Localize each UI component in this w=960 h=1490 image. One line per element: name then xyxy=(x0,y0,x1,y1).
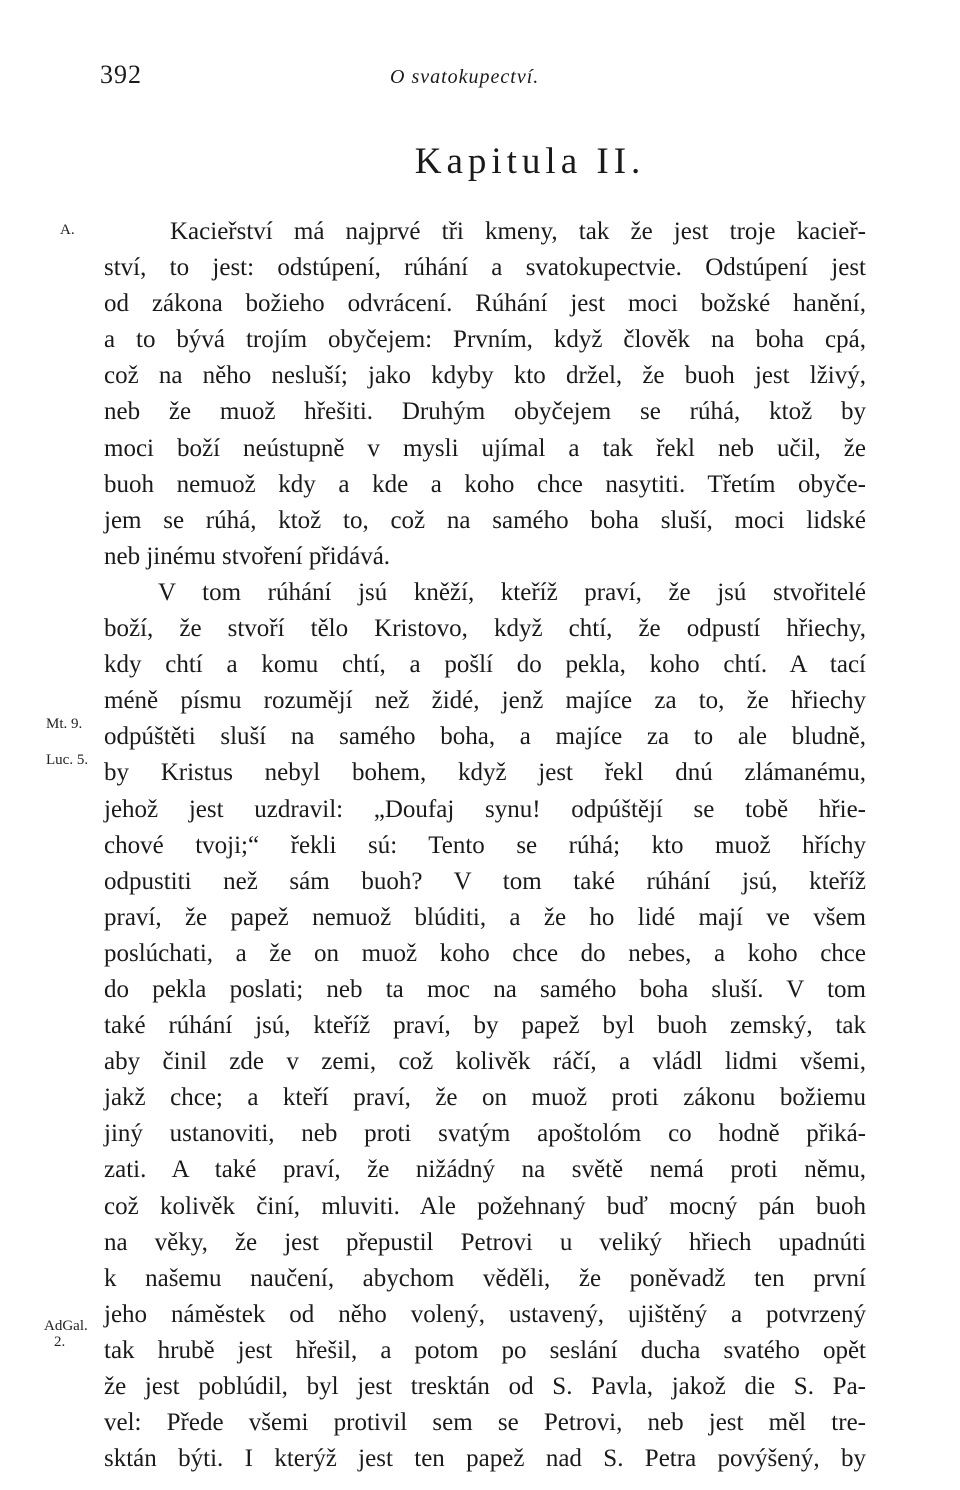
text-line: jehož jest uzdravil: „Doufaj synu! odpúštějí se tobě hřie- xyxy=(104,795,866,823)
text-line: by Kristus nebyl bohem, když jest řekl dnú zlámanému, xyxy=(104,759,866,787)
text-line: jakž chce; a kteří praví, že on muož proti zákonu božiemu xyxy=(104,1084,866,1112)
text-line: k našemu naučení, abychom věděli, že poněvadž ten první xyxy=(104,1264,866,1292)
text-line: méně písmu rozumějí než židé, jenž majíce za to, že hřiechy xyxy=(104,687,866,715)
text-line: praví, že papež nemuož blúditi, a že ho lidé mají ve všem xyxy=(104,903,866,931)
text-line: V tom rúhání jsú kněží, kteříž praví, že jsú stvořitelé xyxy=(158,578,866,606)
text-line: zati. A také praví, že nižádný na světě nemá proti němu, xyxy=(104,1156,866,1184)
text-line: poslúchati, a že on muož koho chce do nebes, a koho chce xyxy=(104,939,866,967)
text-line: tak hrubě jest hřešil, a potom po seslání ducha svatého opět xyxy=(104,1336,866,1364)
margin-note-ad-gal-num: 2. xyxy=(54,1334,66,1350)
chapter-title: Kapitula II. xyxy=(414,141,646,182)
margin-note-luc: Luc. 5. xyxy=(46,752,89,768)
text-line: do pekla poslati; neb ta moc na samého boha sluší. V tom xyxy=(104,975,866,1003)
text-line: jiný ustanoviti, neb proti svatým apoštolóm co hodně přiká- xyxy=(104,1120,866,1148)
text-line: vel: Přede všemi protivil sem se Petrovi, neb jest měl tre- xyxy=(104,1409,866,1437)
text-line: odpustiti než sám buoh? V tom také rúhání jsú, kteříž xyxy=(104,867,866,895)
text-line: ství, to jest: odstúpení, rúhání a svatokupectvie. Odstúpení jest xyxy=(104,254,866,282)
text-line: kdy chtí a komu chtí, a pošlí do pekla, koho chtí. A tací xyxy=(104,651,866,679)
text-line: buoh nemuož kdy a kde a koho chce nasytiti. Třetím obyče- xyxy=(104,470,866,498)
text-line: což kolivěk činí, mluviti. Ale požehnaný buď mocný pán buoh xyxy=(104,1192,866,1220)
text-line: sktán býti. I kterýž jest ten papež nad S. Petra povýšený, by xyxy=(104,1445,866,1473)
text-line: jeho náměstek od něho volený, ustavený, ujištěný a potvrzený xyxy=(104,1300,866,1328)
running-head: O svatokupectví. xyxy=(390,66,540,88)
page-number: 392 xyxy=(100,60,142,89)
text-line: a to bývá trojím obyčejem: Prvním, když člověk na boha cpá, xyxy=(104,326,866,354)
text-line: moci boží neústupně v mysli ujímal a tak řekl neb učil, že xyxy=(104,434,866,462)
text-line: od zákona božieho odvrácení. Rúhání jest moci božské hanění, xyxy=(104,290,866,318)
text-line: že jest poblúdil, byl jest tresktán od S. Pavla, jakož die S. Pa- xyxy=(104,1373,866,1400)
text-line: boží, že stvoří tělo Kristovo, když chtí, že odpustí hřiechy, xyxy=(104,615,866,643)
text-line: neb jinému stvoření přidává. xyxy=(104,542,391,570)
text-line: chové tvoji;“ řekli sú: Tento se rúhá; kto muož hříchy xyxy=(104,831,866,859)
text-line: také rúhání jsú, kteříž praví, by papež byl buoh zemský, tak xyxy=(104,1012,866,1040)
body-text xyxy=(104,214,866,1477)
margin-note-a: A. xyxy=(60,222,75,238)
text-line: což na něho nesluší; jako kdyby kto držel, že buoh jest lživý, xyxy=(104,362,866,390)
text-line: neb že muož hřešiti. Druhým obyčejem se rúhá, ktož by xyxy=(104,398,866,426)
margin-note-ad-gal: AdGal. xyxy=(44,1318,88,1334)
text-line: na věky, že jest přepustil Petrovi u veliký hřiech upadnúti xyxy=(104,1228,866,1256)
text-line: Kacieřství má najprvé tři kmeny, tak že jest troje kacieř- xyxy=(170,218,866,245)
text-line: aby činil zde v zemi, což kolivěk ráčí, a vládl lidmi všemi, xyxy=(104,1048,866,1076)
margin-note-mt: Mt. 9. xyxy=(46,716,83,732)
text-line: jem se rúhá, ktož to, což na samého boha sluší, moci lidské xyxy=(104,506,866,534)
text-line: odpúštěti sluší na samého boha, a majíce za to ale bludně, xyxy=(104,723,866,751)
